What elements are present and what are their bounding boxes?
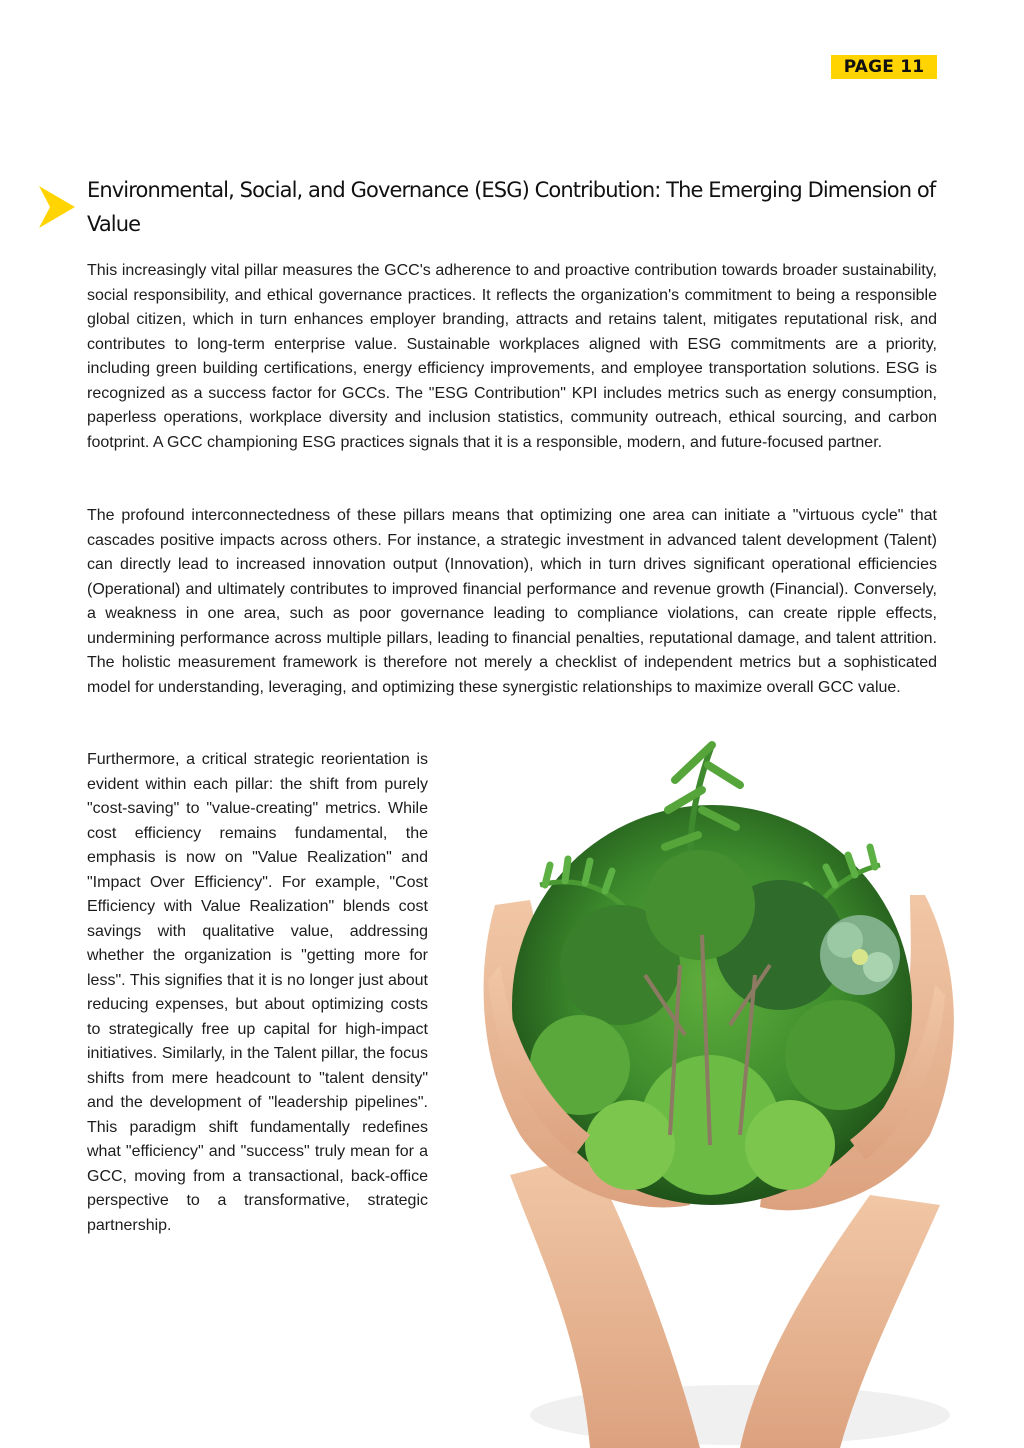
section-title: Environmental, Social, and Governance (ESG) Contribution: The Emerging Dimension of Value (87, 178, 936, 236)
hands-holding-plants-icon (440, 735, 1024, 1448)
chevron-right-icon (37, 186, 75, 228)
paragraph-value-creation: Furthermore, a critical strategic reorientation is evident within each pillar: the shift from purely "cost-saving" to "value-creating" metrics. While cost efficiency remains fundamental, the emphasis is now on "Value Realization" and "Impact Over Efficiency". For example, "Cost Efficiency with Value Realization" blends cost savings with qualitative value, addressing whether the organization is "getting more for less". This signifies that it is no longer just about reducing expenses, but about optimizing costs to strategically free up capital for high-impact initiatives. Similarly, in the Talent pillar, the focus shifts from mere headcount to "talent density" and the development of "leadership pipelines". This paradigm shift fundamentally redefines what "efficiency" and "success" truly mean for a GCC, moving from a transactional, back-office perspective to a transformative, strategic partnership. (87, 751, 428, 1234)
paragraph-interconnectedness: The profound interconnectedness of these pillars means that optimizing one area can initiate a "virtuous cycle" that cascades positive impacts across others. For instance, a strategic investment in advanced talent development (Talent) can directly lead to increased innovation output (Innovation), which in turn drives significant operational efficiencies (Operational) and ultimately contributes to improved financial performance and revenue growth (Financial). Conversely, a weakness in one area, such as poor governance leading to compliance violations, can create ripple effects, undermining performance across multiple pillars, leading to financial penalties, reputational damage, and talent attrition. The holistic measurement framework is therefore not merely a checklist of independent metrics but a sophisticated model for understanding, leveraging, and optimizing these synergistic relationships to maximize overall GCC value. (87, 507, 937, 696)
paragraph-esg-pillar: This increasingly vital pillar measures the GCC's adherence to and proactive contribution towards broader sustainability, social responsibility, and ethical governance practices. It reflects the organization's commitment to being a responsible global citizen, which in turn enhances employer branding, attracts and retains talent, mitigates reputational risk, and contributes to long-term enterprise value. Sustainable workplaces aligned with ESG commitments are a priority, including green building certifications, energy efficiency improvements, and employee transportation solutions. ESG is recognized as a success factor for GCCs. The "ESG Contribution" KPI includes metrics such as energy consumption, paperless operations, workplace diversity and inclusion statistics, community outreach, ethical sourcing, and carbon footprint. A GCC championing ESG practices signals that it is a responsible, modern, and future-focused partner. (87, 262, 937, 451)
page-number-badge: PAGE 11 (831, 55, 937, 79)
